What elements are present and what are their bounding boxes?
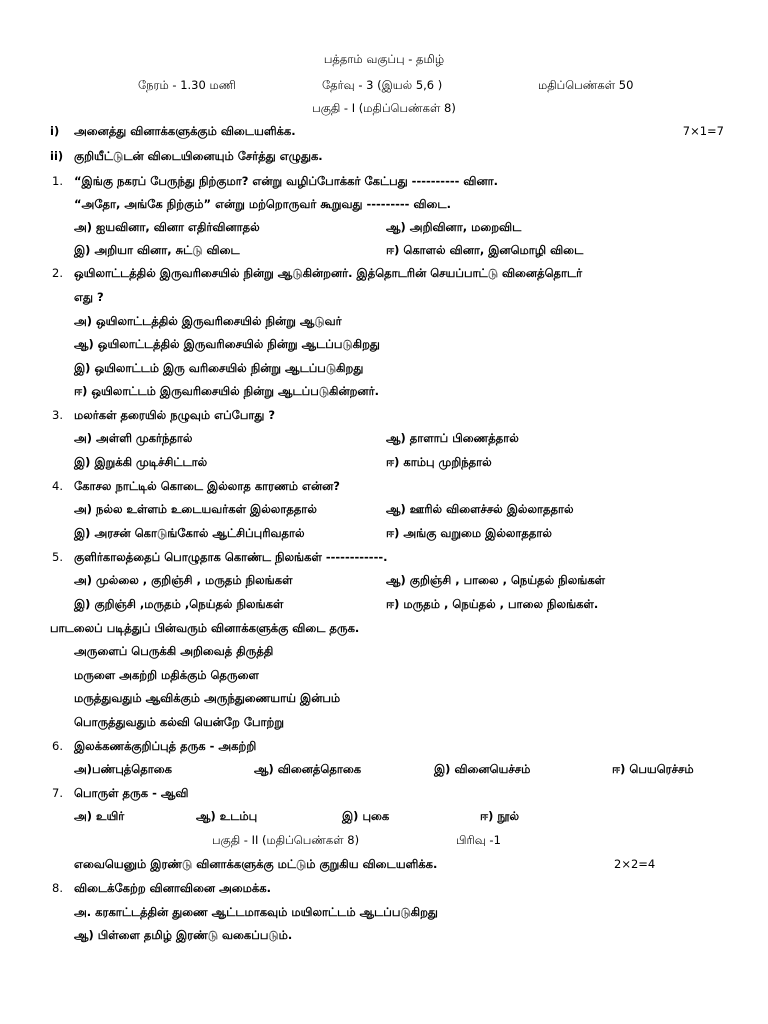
question-text: இலக்கணக்குறிப்புத் தருக - அகற்றி bbox=[74, 739, 257, 753]
option-b: ஆ) வினைத்தொகை bbox=[254, 762, 362, 776]
option-d: ஈ) அங்கு வறுமை இல்லாததால் bbox=[386, 526, 552, 540]
option-b: ஆ) ஒயிலாட்டத்தில் இருவரிசையில் நின்று ஆடப்படுகிறது bbox=[74, 337, 380, 351]
question-text: எது ? bbox=[74, 290, 104, 304]
answer-line: அ. கரகாட்டத்தின் துணை ஆட்டமாகவும் மயிலாட்டம் ஆடப்படுகிறது bbox=[74, 905, 438, 919]
option-c: இ) குறிஞ்சி ,மருதம் ,நெய்தல் நிலங்கள் bbox=[74, 597, 284, 611]
option-a: அ)பண்புத்தொகை bbox=[74, 762, 172, 776]
question-text: “இங்கு நகரப் பேருந்து நிற்குமா? என்று வழிப்போக்கர் கேட்பது ---------- வினா. bbox=[74, 174, 499, 188]
option-a: அ) உயிர் bbox=[74, 809, 125, 823]
instruction-2-number: ii) bbox=[50, 149, 64, 163]
question-number: 6. bbox=[52, 739, 63, 753]
option-b: ஆ) உடம்பு bbox=[196, 809, 258, 823]
part1-heading: பகுதி - I (மதிப்பெண்கள் 8) bbox=[312, 101, 456, 115]
option-d: ஈ) மருதம் , நெய்தல் , பாலை நிலங்கள். bbox=[386, 597, 599, 611]
option-a: அ) அள்ளி முகர்ந்தால் bbox=[74, 431, 193, 445]
question-number: 3. bbox=[52, 408, 63, 422]
question-text: பொருள் தருக - ஆவி bbox=[74, 786, 189, 800]
question-text: “அதோ, அங்கே நிற்கும்” என்று மற்றொருவர் கூறுவது --------- விடை. bbox=[74, 197, 451, 211]
question-number: 5. bbox=[52, 550, 63, 564]
instruction-1-number: i) bbox=[50, 124, 60, 138]
instruction-1-marks: 7×1=7 bbox=[682, 124, 724, 138]
option-a: அ) ஒயிலாட்டத்தில் இருவரிசையில் நின்று ஆடுவர் bbox=[74, 314, 342, 328]
poem-line: மருளை அகற்றி மதிக்கும் தெருளை bbox=[74, 668, 259, 682]
question-text: கோசல நாட்டில் கொடை இல்லாத காரணம் என்ன? bbox=[74, 479, 340, 493]
question-number: 1. bbox=[52, 174, 63, 188]
option-c: இ) ஒயிலாட்டம் இரு வரிசையில் நின்று ஆடப்படுகிறது bbox=[74, 361, 364, 375]
option-d: ஈ) ஒயிலாட்டம் இருவரிசையில் நின்று ஆடப்படுகின்றனர். bbox=[74, 384, 379, 398]
part2-heading: பகுதி - II (மதிப்பெண்கள் 8) bbox=[212, 833, 360, 847]
option-d: ஈ) நூல் bbox=[480, 809, 519, 823]
poem-line: அருளைப் பெருக்கி அறிவைத் திருத்தி bbox=[74, 644, 274, 658]
option-c: இ) இறுக்கி முடிச்சிட்டால் bbox=[74, 455, 208, 469]
option-b: ஆ) ஊரில் விளைச்சல் இல்லாததால் bbox=[386, 502, 574, 516]
option-a: அ) நல்ல உள்ளம் உடையவர்கள் இல்லாததால் bbox=[74, 502, 317, 516]
exam-number: தேர்வு - 3 (இயல் 5,6 ) bbox=[322, 78, 443, 92]
option-c: இ) புகை bbox=[342, 809, 390, 823]
question-text: மலர்கள் தரையில் நழுவும் எப்போது ? bbox=[74, 408, 276, 422]
total-marks: மதிப்பெண்கள் 50 bbox=[538, 78, 634, 92]
poem-line: மருத்துவதும் ஆவிக்கும் அருந்துணையாய் இன்பம் bbox=[74, 691, 341, 705]
question-text: ஒயிலாட்டத்தில் இருவரிசையில் நின்று ஆடுகின்றனர். இத்தொடரின் செயப்பாட்டு வினைத்தொடர் bbox=[74, 266, 583, 280]
option-d: ஈ) காம்பு முறிந்தால் bbox=[386, 455, 492, 469]
option-a: அ) ஐயவினா, வினா எதிர்வினாதல் bbox=[74, 220, 260, 234]
answer-line: ஆ) பிள்ளை தமிழ் இரண்டு வகைப்படும். bbox=[74, 928, 293, 942]
poem-line: பொருத்துவதும் கல்வி யென்றே போற்று bbox=[74, 715, 284, 729]
option-c: இ) அரசன் கொடுங்கோல் ஆட்சிப்புரிவதால் bbox=[74, 526, 305, 540]
option-b: ஆ) தாளாப் பிணைத்தால் bbox=[386, 431, 519, 445]
poem-intro: பாடலைப் படித்துப் பின்வரும் வினாக்களுக்கு விடை தருக. bbox=[50, 621, 360, 635]
option-d: ஈ) பெயரெச்சம் bbox=[612, 762, 694, 776]
part2-section: பிரிவு -1 bbox=[456, 833, 501, 847]
exam-time: நேரம் - 1.30 மணி bbox=[138, 78, 236, 92]
question-number: 8. bbox=[52, 881, 63, 895]
part2-instruction: எவையெனும் இரண்டு வினாக்களுக்கு மட்டும் குறுகிய விடையளிக்க. bbox=[74, 857, 438, 871]
option-c: இ) வினையெச்சம் bbox=[434, 762, 531, 776]
question-text: குளிர்காலத்தைப் பொழுதாக கொண்ட நிலங்கள் ------------. bbox=[74, 550, 388, 564]
option-c: இ) அறியா வினா, சுட்டு விடை bbox=[74, 243, 240, 257]
instruction-2: குறியீட்டுடன் விடையினையும் சேர்த்து எழுதுக. bbox=[74, 149, 323, 163]
option-b: ஆ) குறிஞ்சி , பாலை , நெய்தல் நிலங்கள் bbox=[386, 573, 606, 587]
question-text: விடைக்கேற்ற வினாவினை அமைக்க. bbox=[74, 881, 272, 895]
exam-title: பத்தாம் வகுப்பு - தமிழ் bbox=[323, 52, 445, 66]
question-number: 2. bbox=[52, 266, 63, 280]
option-a: அ) முல்லை , குறிஞ்சி , மருதம் நிலங்கள் bbox=[74, 573, 293, 587]
instruction-1: அனைத்து வினாக்களுக்கும் விடையளிக்க. bbox=[74, 124, 296, 138]
question-number: 7. bbox=[52, 786, 63, 800]
question-number: 4. bbox=[52, 479, 63, 493]
part2-marks: 2×2=4 bbox=[614, 857, 656, 871]
option-b: ஆ) அறிவினா, மறைவிட bbox=[386, 220, 522, 234]
option-d: ஈ) கொளல் வினா, இனமொழி விடை bbox=[386, 243, 584, 257]
